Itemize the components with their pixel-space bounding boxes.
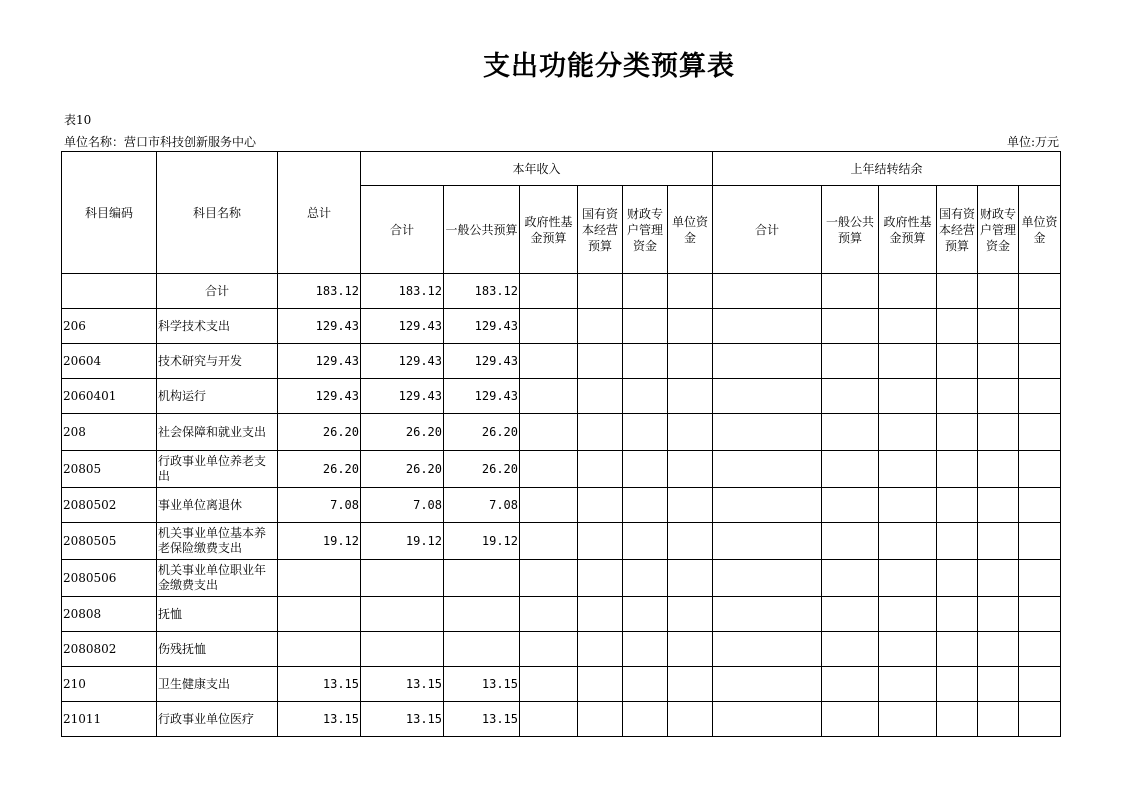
row-name: 机构运行 [157, 379, 278, 414]
row-empty-cell [713, 523, 822, 560]
row-empty-cell [578, 667, 623, 702]
header-total: 总计 [278, 152, 361, 274]
row-empty-cell [879, 414, 937, 451]
row-empty-cell [978, 414, 1019, 451]
row-code: 2080506 [62, 560, 157, 597]
row-current-sum [361, 597, 444, 632]
row-empty-cell [937, 309, 978, 344]
row-code: 20604 [62, 344, 157, 379]
row-current-general: 13.15 [444, 667, 520, 702]
row-name: 抚恤 [157, 597, 278, 632]
header-current-stateop: 国有资本经营预算 [578, 186, 623, 274]
table-row [62, 560, 1061, 597]
row-empty-cell [1019, 560, 1061, 597]
table-row [62, 597, 1061, 632]
row-empty-cell [978, 702, 1019, 737]
row-empty-cell [822, 560, 879, 597]
row-empty-cell [668, 667, 713, 702]
row-code [62, 274, 157, 309]
row-empty-cell [520, 523, 578, 560]
table-row [62, 523, 1061, 560]
row-current-sum: 183.12 [361, 274, 444, 309]
row-empty-cell [1019, 309, 1061, 344]
row-empty-cell [937, 414, 978, 451]
row-empty-cell [1019, 344, 1061, 379]
row-empty-cell [937, 274, 978, 309]
table-row [62, 451, 1061, 488]
row-empty-cell [937, 597, 978, 632]
row-current-general [444, 597, 520, 632]
header-current-govfund: 政府性基金预算 [520, 186, 578, 274]
row-empty-cell [822, 523, 879, 560]
row-current-sum: 26.20 [361, 451, 444, 488]
row-current-sum [361, 632, 444, 667]
row-empty-cell [713, 632, 822, 667]
row-empty-cell [978, 523, 1019, 560]
row-empty-cell [978, 488, 1019, 523]
row-empty-cell [1019, 597, 1061, 632]
row-empty-cell [937, 379, 978, 414]
row-empty-cell [713, 488, 822, 523]
row-empty-cell [520, 309, 578, 344]
table-body [62, 274, 1061, 737]
row-name: 社会保障和就业支出 [157, 414, 278, 451]
table-row [62, 632, 1061, 667]
table-row [62, 488, 1061, 523]
row-empty-cell [937, 560, 978, 597]
row-current-sum: 129.43 [361, 309, 444, 344]
row-current-general: 26.20 [444, 451, 520, 488]
row-empty-cell [668, 702, 713, 737]
header-current-special: 财政专户管理资金 [623, 186, 668, 274]
row-empty-cell [668, 523, 713, 560]
row-empty-cell [978, 667, 1019, 702]
row-empty-cell [578, 309, 623, 344]
header-current-sum: 合计 [361, 186, 444, 274]
row-empty-cell [937, 702, 978, 737]
row-current-sum: 13.15 [361, 667, 444, 702]
row-empty-cell [668, 414, 713, 451]
row-empty-cell [937, 667, 978, 702]
row-current-general: 7.08 [444, 488, 520, 523]
row-empty-cell [978, 309, 1019, 344]
row-empty-cell [668, 597, 713, 632]
row-code: 206 [62, 309, 157, 344]
header-current-general: 一般公共预算 [444, 186, 520, 274]
row-empty-cell [713, 414, 822, 451]
row-empty-cell [879, 632, 937, 667]
row-empty-cell [822, 414, 879, 451]
row-name: 卫生健康支出 [157, 667, 278, 702]
row-empty-cell [623, 523, 668, 560]
header-prior-stateop: 国有资本经营预算 [937, 186, 978, 274]
row-name: 伤残抚恤 [157, 632, 278, 667]
row-empty-cell [879, 309, 937, 344]
row-empty-cell [578, 344, 623, 379]
row-empty-cell [668, 560, 713, 597]
row-total: 129.43 [278, 379, 361, 414]
table-row [62, 309, 1061, 344]
row-total [278, 597, 361, 632]
row-empty-cell [822, 702, 879, 737]
row-current-general: 129.43 [444, 379, 520, 414]
row-empty-cell [978, 560, 1019, 597]
row-current-general: 26.20 [444, 414, 520, 451]
row-empty-cell [623, 274, 668, 309]
row-empty-cell [978, 597, 1019, 632]
row-name: 机关事业单位职业年金缴费支出 [157, 560, 278, 597]
row-empty-cell [578, 560, 623, 597]
row-empty-cell [713, 667, 822, 702]
row-empty-cell [1019, 274, 1061, 309]
row-empty-cell [520, 632, 578, 667]
row-total: 26.20 [278, 414, 361, 451]
row-empty-cell [1019, 632, 1061, 667]
row-empty-cell [520, 379, 578, 414]
header-carryover: 上年结转结余 [713, 152, 1061, 186]
row-empty-cell [822, 344, 879, 379]
row-empty-cell [978, 379, 1019, 414]
row-empty-cell [822, 274, 879, 309]
row-total [278, 560, 361, 597]
row-current-sum: 129.43 [361, 379, 444, 414]
row-current-general: 19.12 [444, 523, 520, 560]
row-empty-cell [978, 344, 1019, 379]
header-current-income: 本年收入 [361, 152, 713, 186]
row-empty-cell [879, 274, 937, 309]
table-row [62, 379, 1061, 414]
row-current-sum: 19.12 [361, 523, 444, 560]
row-current-sum: 7.08 [361, 488, 444, 523]
header-current-unit: 单位资金 [668, 186, 713, 274]
row-empty-cell [1019, 451, 1061, 488]
table-row [62, 667, 1061, 702]
row-empty-cell [623, 414, 668, 451]
row-empty-cell [668, 451, 713, 488]
row-empty-cell [578, 451, 623, 488]
row-empty-cell [713, 702, 822, 737]
row-empty-cell [713, 379, 822, 414]
row-empty-cell [578, 414, 623, 451]
row-empty-cell [978, 274, 1019, 309]
row-empty-cell [578, 274, 623, 309]
row-name: 事业单位离退休 [157, 488, 278, 523]
row-name: 行政事业单位养老支出 [157, 451, 278, 488]
row-empty-cell [822, 451, 879, 488]
row-current-general: 183.12 [444, 274, 520, 309]
header-code: 科目编码 [62, 152, 157, 274]
row-empty-cell [668, 488, 713, 523]
row-current-general [444, 632, 520, 667]
row-empty-cell [879, 560, 937, 597]
table-row [62, 344, 1061, 379]
row-name: 技术研究与开发 [157, 344, 278, 379]
row-empty-cell [937, 344, 978, 379]
row-current-general: 129.43 [444, 344, 520, 379]
row-total: 129.43 [278, 309, 361, 344]
row-code: 2060401 [62, 379, 157, 414]
row-empty-cell [822, 632, 879, 667]
row-empty-cell [668, 344, 713, 379]
row-name: 行政事业单位医疗 [157, 702, 278, 737]
row-code: 20805 [62, 451, 157, 488]
row-code: 2080505 [62, 523, 157, 560]
row-code: 2080802 [62, 632, 157, 667]
row-empty-cell [623, 309, 668, 344]
row-code: 208 [62, 414, 157, 451]
row-empty-cell [1019, 523, 1061, 560]
row-empty-cell [578, 597, 623, 632]
row-empty-cell [937, 632, 978, 667]
row-empty-cell [1019, 667, 1061, 702]
row-empty-cell [520, 597, 578, 632]
unit-name: 单位名称：营口市科技创新服务中心 [64, 135, 257, 149]
row-total: 183.12 [278, 274, 361, 309]
row-empty-cell [578, 702, 623, 737]
row-total: 129.43 [278, 344, 361, 379]
row-empty-cell [520, 344, 578, 379]
row-empty-cell [520, 274, 578, 309]
header-prior-sum: 合计 [713, 186, 822, 274]
row-empty-cell [822, 379, 879, 414]
row-empty-cell [937, 451, 978, 488]
row-current-general [444, 560, 520, 597]
row-empty-cell [978, 632, 1019, 667]
row-empty-cell [937, 488, 978, 523]
row-empty-cell [1019, 414, 1061, 451]
row-empty-cell [1019, 702, 1061, 737]
row-empty-cell [978, 451, 1019, 488]
row-current-sum [361, 560, 444, 597]
row-code: 21011 [62, 702, 157, 737]
table-row [62, 702, 1061, 737]
row-current-general: 13.15 [444, 702, 520, 737]
row-empty-cell [623, 702, 668, 737]
header-name: 科目名称 [157, 152, 278, 274]
row-empty-cell [713, 560, 822, 597]
row-current-sum: 129.43 [361, 344, 444, 379]
row-empty-cell [520, 414, 578, 451]
row-empty-cell [623, 632, 668, 667]
header-prior-unit: 单位资金 [1019, 186, 1061, 274]
row-code: 2080502 [62, 488, 157, 523]
row-empty-cell [578, 523, 623, 560]
row-code: 210 [62, 667, 157, 702]
row-empty-cell [879, 702, 937, 737]
unit-label: 单位:万元 [1006, 135, 1059, 149]
row-empty-cell [623, 379, 668, 414]
row-empty-cell [520, 667, 578, 702]
header-prior-general: 一般公共预算 [822, 186, 879, 274]
row-empty-cell [937, 523, 978, 560]
row-empty-cell [879, 667, 937, 702]
row-empty-cell [1019, 379, 1061, 414]
row-empty-cell [879, 597, 937, 632]
row-empty-cell [520, 560, 578, 597]
row-total: 13.15 [278, 667, 361, 702]
row-empty-cell [668, 274, 713, 309]
row-empty-cell [623, 597, 668, 632]
row-empty-cell [623, 344, 668, 379]
row-current-sum: 13.15 [361, 702, 444, 737]
row-empty-cell [879, 451, 937, 488]
row-empty-cell [623, 451, 668, 488]
page-title: 支出功能分类预算表 [483, 51, 735, 82]
row-empty-cell [713, 451, 822, 488]
row-empty-cell [623, 667, 668, 702]
row-empty-cell [520, 488, 578, 523]
table-number: 表10 [64, 113, 92, 127]
row-empty-cell [668, 379, 713, 414]
row-total: 19.12 [278, 523, 361, 560]
row-empty-cell [623, 488, 668, 523]
row-total [278, 632, 361, 667]
header-prior-govfund: 政府性基金预算 [879, 186, 937, 274]
header-row-top [62, 152, 1061, 186]
row-empty-cell [822, 309, 879, 344]
row-empty-cell [822, 667, 879, 702]
row-empty-cell [713, 274, 822, 309]
row-empty-cell [520, 702, 578, 737]
table-row [62, 274, 1061, 309]
row-name: 科学技术支出 [157, 309, 278, 344]
row-empty-cell [668, 632, 713, 667]
row-code: 20808 [62, 597, 157, 632]
row-empty-cell [879, 379, 937, 414]
row-current-sum: 26.20 [361, 414, 444, 451]
row-empty-cell [822, 597, 879, 632]
row-empty-cell [578, 379, 623, 414]
row-empty-cell [713, 309, 822, 344]
row-empty-cell [1019, 488, 1061, 523]
row-name: 合计 [157, 274, 278, 309]
row-empty-cell [623, 560, 668, 597]
row-empty-cell [879, 523, 937, 560]
row-empty-cell [713, 597, 822, 632]
row-empty-cell [578, 632, 623, 667]
row-empty-cell [668, 309, 713, 344]
row-empty-cell [879, 344, 937, 379]
row-total: 13.15 [278, 702, 361, 737]
row-empty-cell [520, 451, 578, 488]
row-total: 26.20 [278, 451, 361, 488]
row-empty-cell [713, 344, 822, 379]
row-empty-cell [879, 488, 937, 523]
row-current-general: 129.43 [444, 309, 520, 344]
header-prior-special: 财政专户管理资金 [978, 186, 1019, 274]
row-total: 7.08 [278, 488, 361, 523]
row-empty-cell [822, 488, 879, 523]
table-row [62, 414, 1061, 451]
row-name: 机关事业单位基本养老保险缴费支出 [157, 523, 278, 560]
budget-table [61, 151, 1061, 737]
row-empty-cell [578, 488, 623, 523]
